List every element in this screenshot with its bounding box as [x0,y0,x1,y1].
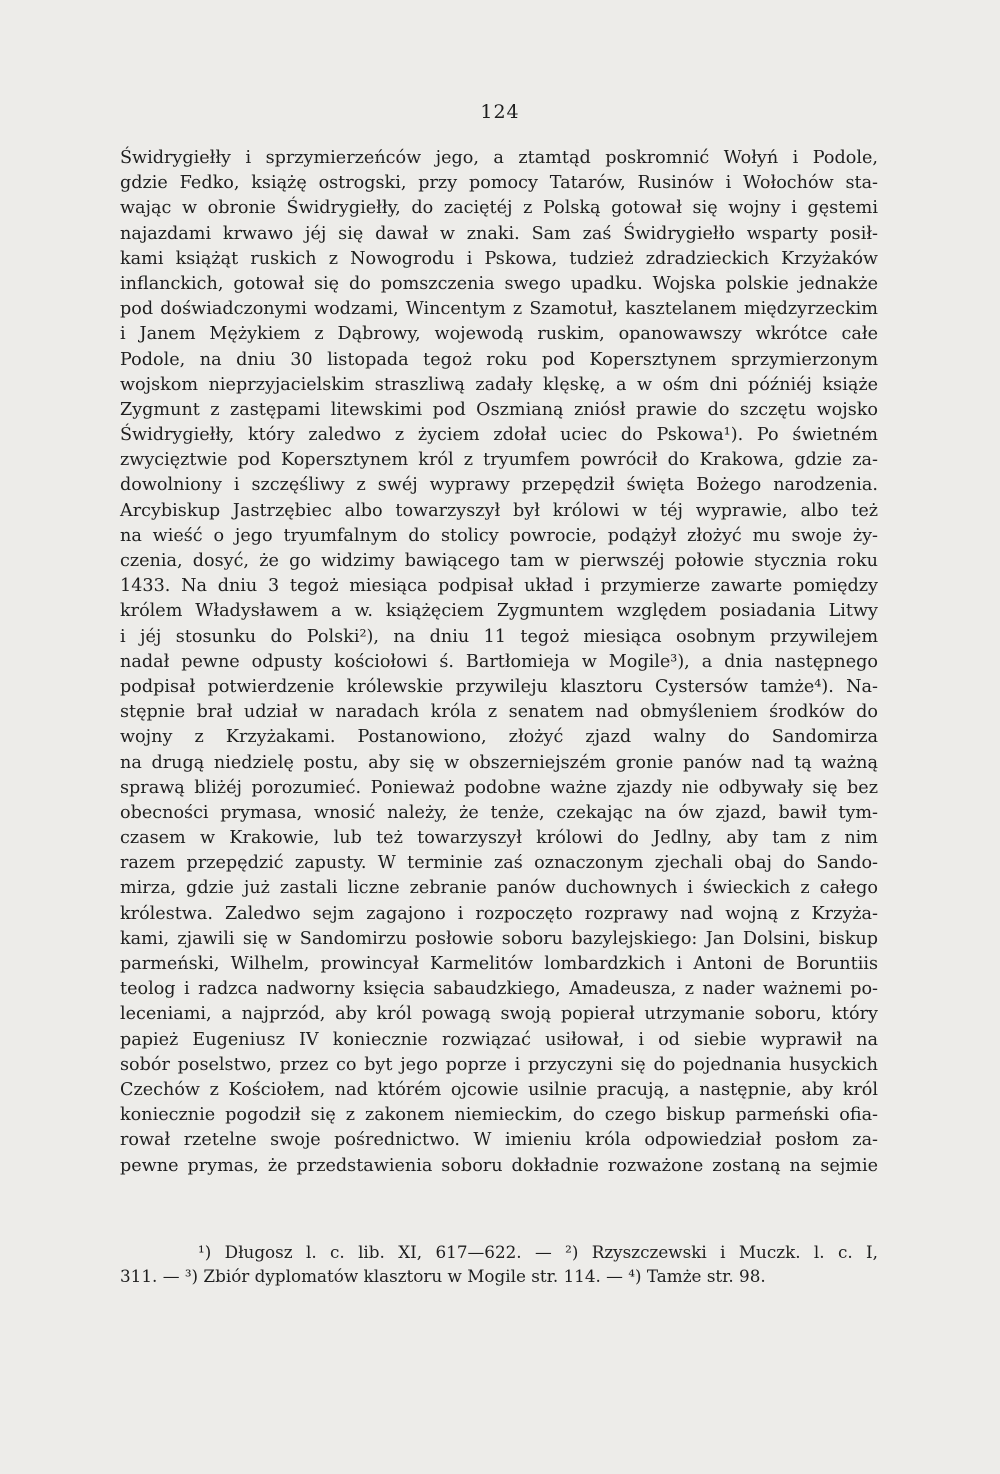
text-line: i jéj stosunku do Polski²), na dniu 11 tegoż miesiąca osobnym przywilejem [120,626,878,647]
text-line: Arcybiskup Jastrzębiec albo towarzyszył był królowi w téj wyprawie, albo też [120,500,878,521]
text-line: królestwa. Zaledwo sejm zagajono i rozpoczęto rozprawy nad wojną z Krzyża- [120,903,878,924]
footnote-line: ¹) Długosz l. c. lib. XI, 617—622. — ²) Rzyszczewski i Muczk. l. c. I, [198,1242,878,1262]
text-line: czenia, dosyć, że go widzimy bawiącego tam w pierwszéj połowie stycznia roku [120,551,878,571]
text-line: zwycięztwie pod Kopersztynem król z tryumfem powrócił do Krakowa, gdzie za- [120,450,878,471]
text-line: Świdrygiełły, który zaledwo z życiem zdołał uciec do Pskowa¹). Po świetném [120,425,878,446]
footnotes [120,1240,878,1288]
text-line: wając w obronie Świdrygiełły, do zaciętéj z Polską gotował się wojny i gęstemi [120,198,878,219]
text-line: nadał pewne odpusty kościołowi ś. Bartłomieja w Mogile³), a dnia następnego [120,651,878,672]
text-line: i Janem Mężykiem z Dąbrowy, wojewodą ruskim, opanowawszy wkrótce całe [120,324,878,345]
text-line: wojskom nieprzyjacielskim straszliwą zadały klęskę, a w ośm dni późniéj książe [120,374,878,395]
text-line: leceniami, a najprzód, aby król powagą swoją popierał utrzymanie soboru, który [120,1004,878,1025]
text-line: obecności prymasa, wnosić należy, że tenże, czekając na ów zjazd, bawił tym- [120,802,878,823]
text-line: podpisał potwierdzenie królewskie przywileju klasztoru Cystersów tamże⁴). Na- [120,676,878,697]
text-line: Podole, na dniu 30 listopada tegoż roku pod Kopersztynem sprzymierzonym [120,349,878,370]
text-line: gdzie Fedko, książę ostrogski, przy pomocy Tatarów, Rusinów i Wołochów sta- [120,173,878,194]
text-line: kami książąt ruskich z Nowogrodu i Pskowa, tudzież zdradzieckich Krzyżaków [120,248,878,269]
text-line: wojny z Krzyżakami. Postanowiono, złożyć zjazd walny do Sandomirza [120,727,878,748]
text-line: królem Władysławem a w. książęciem Zygmuntem względem posiadania Litwy [120,601,878,622]
footnote-line: 311. — ³) Zbiór dyplomatów klasztoru w Mogile str. 114. — ⁴) Tamże str. 98. [120,1266,766,1286]
text-line: 1433. Na dniu 3 tegoż miesiąca podpisał układ i przymierze zawarte pomiędzy [120,576,878,597]
text-line: koniecznie pogodził się z zakonem niemieckim, do czego biskup parmeński ofia- [120,1105,878,1126]
page-number: 124 [480,101,520,123]
text-line: sobór poselstwo, przez co byt jego poprze i przyczyni się do pojednania husyckich [120,1054,878,1075]
text-line: pod doświadczonymi wodzami, Wincentym z Szamotuł, kasztelanem międzyrzeckim [120,299,878,320]
text-line: czasem w Krakowie, lub też towarzyszył królowi do Jedlny, aby tam z nim [120,828,878,849]
text-line: razem przepędzić zapusty. W terminie zaś oznaczonym zjechali obaj do Sando- [120,853,878,874]
text-line: Świdrygiełły i sprzymierzeńców jego, a ztamtąd poskromnić Wołyń i Podole, [120,148,878,168]
text-line: rował rzetelne swoje pośrednictwo. W imieniu króla odpowiedział posłom za- [120,1130,878,1151]
text-line: na wieść o jego tryumfalnym do stolicy powrocie, podążył złożyć mu swoje ży- [120,525,878,546]
text-line: inflanckich, gotował się do pomszczenia swego upadku. Wojska polskie jednakże [120,273,878,294]
text-line: parmeński, Wilhelm, prowincyał Karmelitów lombardzkich i Antoni de Boruntiis [120,954,878,974]
text-line: Czechów z Kościołem, nad którém ojcowie usilnie pracują, a następnie, aby król [120,1079,878,1100]
text-line: dowolniony i szczęśliwy z swéj wyprawy przepędził święta Bożego narodzenia. [120,475,878,496]
text-line: pewne prymas, że przedstawienia soboru dokładnie rozważone zostaną na sejmie [120,1155,878,1176]
text-line: papież Eugeniusz IV koniecznie rozwiązać usiłował, i od siebie wyprawił na [120,1029,878,1050]
text-line: Zygmunt z zastępami litewskimi pod Oszmianą zniósł prawie do szczętu wojsko [120,399,878,420]
text-line: kami, zjawili się w Sandomirzu posłowie soboru bazylejskiego: Jan Dolsini, biskup [120,928,878,949]
text-line: najazdami krwawo jéj się dawał w znaki. Sam zaś Świdrygiełło wsparty posił- [120,223,878,244]
text-line: stępnie brał udział w naradach króla z senatem nad obmyśleniem środków do [120,702,878,723]
text-line: mirza, gdzie już zastali liczne zebranie panów duchownych i świeckich z całego [120,878,878,899]
text-line: teolog i radzca nadworny księcia sabaudzkiego, Amadeusza, z nader ważnemi po- [120,979,878,1000]
text-line: na drugą niedzielę postu, aby się w obszerniejszém gronie panów nad tą ważną [120,752,878,773]
body-text [120,146,878,1179]
text-line: sprawą bliżéj porozumieć. Ponieważ podobne ważne zjazdy nie odbywały się bez [120,777,878,798]
